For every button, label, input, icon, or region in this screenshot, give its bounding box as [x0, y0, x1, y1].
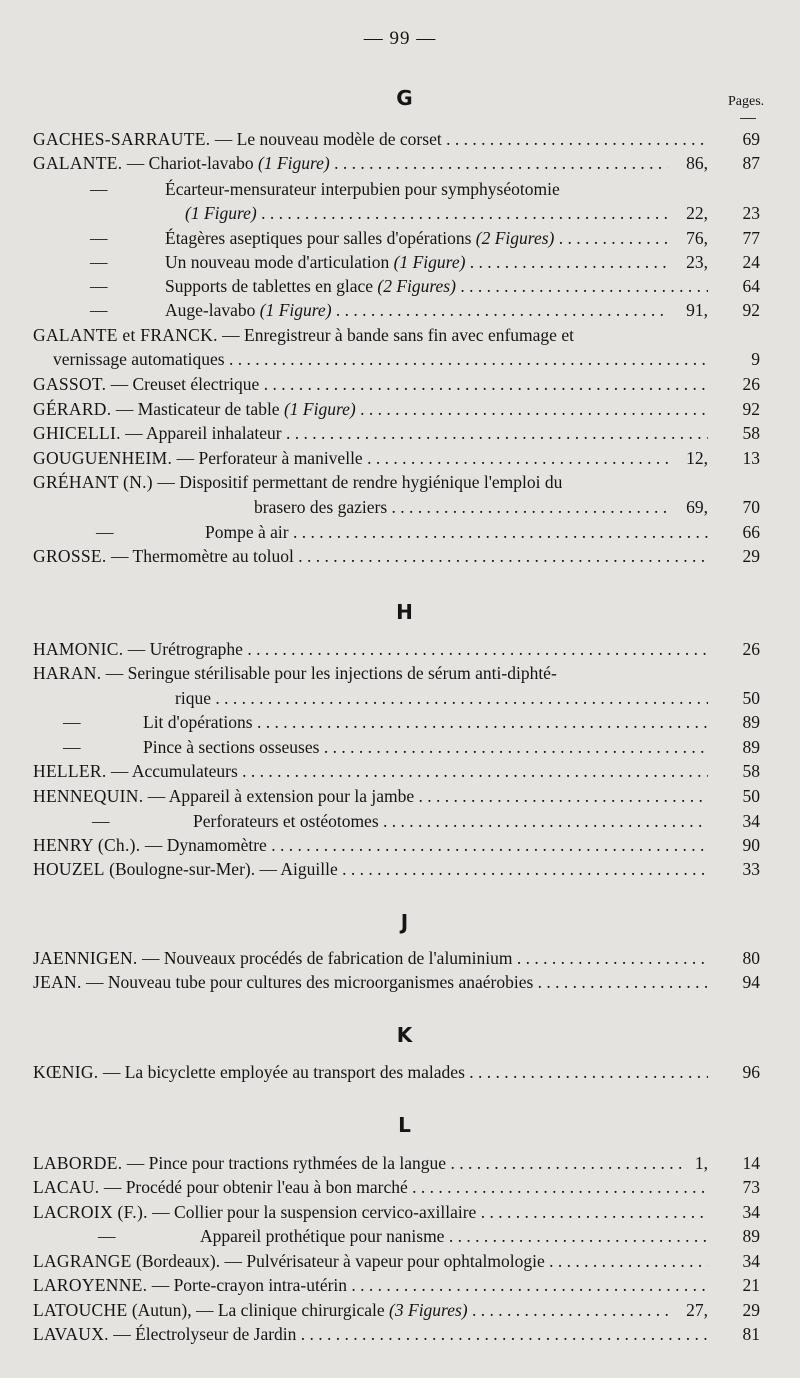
- page-ref: 64: [742, 276, 760, 296]
- index-entry: — Étagères aseptiques pour salles d'opérations (2 Figures) . . . 76, 77: [0, 226, 800, 250]
- index-entry-continuation: rique . . . 50: [0, 686, 800, 710]
- ditto-dash: —: [90, 276, 108, 296]
- ditto-dash: —: [90, 228, 108, 248]
- pages-column-label: Pages.: [728, 94, 765, 109]
- index-entry: HELLER. — Accumulateurs . . . 58: [0, 759, 800, 783]
- index-entry: — Un nouveau mode d'articulation (1 Figure) . . . 23, 24: [0, 250, 800, 274]
- section-letter-h: H: [396, 600, 414, 624]
- index-entry: JEAN. — Nouveau tube pour cultures des microorganismes anaérobies . . . 94: [0, 970, 800, 994]
- index-entry: GALANTE. — Chariot-lavabo (1 Figure) . . . 86, 87: [0, 151, 800, 175]
- index-entry: LATOUCHE (Autun), — La clinique chirurgicale (3 Figures) . . . 27, 29: [0, 1298, 800, 1322]
- page-ref: 66: [742, 522, 760, 542]
- page-ref: 87: [742, 153, 760, 173]
- index-entry: — Appareil prothétique pour nanisme . . . 89: [0, 1224, 800, 1248]
- index-entry: GACHES-SARRAUTE. — Le nouveau modèle de corset . . . 69: [0, 127, 800, 151]
- page-ref: 24: [742, 252, 760, 272]
- section-letter-l: L: [398, 1113, 412, 1137]
- index-entry: GÉRARD. — Masticateur de table (1 Figure) . . . 92: [0, 397, 800, 421]
- ditto-dash: —: [90, 252, 108, 272]
- page-ref: 92: [742, 399, 760, 419]
- ditto-dash: —: [90, 300, 108, 320]
- section-letter-g: G: [396, 86, 414, 110]
- page-ref-first: 76,: [686, 228, 708, 248]
- section-letter-k: K: [396, 1023, 414, 1047]
- section-letter-j: J: [400, 910, 410, 934]
- page-ref: 89: [742, 712, 760, 732]
- index-entry: — Supports de tablettes en glace (2 Figures) . . . 64: [0, 274, 800, 298]
- page-ref-first: 1,: [694, 1153, 708, 1173]
- index-entry: HARAN. — Seringue stérilisable pour les injections de sérum anti-diphté-: [33, 663, 557, 683]
- index-entry: GALANTE et FRANCK. — Enregistreur à bande sans fin avec enfumage et: [33, 325, 574, 345]
- ditto-dash: —: [90, 179, 108, 199]
- index-entry: GHICELLI. — Appareil inhalateur . . . 58: [0, 421, 800, 445]
- index-entry: GOUGUENHEIM. — Perforateur à manivelle . . . 12, 13: [0, 446, 800, 470]
- page-ref: 80: [742, 948, 760, 968]
- index-entry: GASSOT. — Creuset électrique . . . 26: [0, 372, 800, 396]
- page-ref: 69: [742, 129, 760, 149]
- page-ref: 73: [742, 1177, 760, 1197]
- page-ref: 81: [742, 1324, 760, 1344]
- index-entry: LAROYENNE. — Porte-crayon intra-utérin . . . 21: [0, 1273, 800, 1297]
- index-entry: GROSSE. — Thermomètre au toluol . . . 29: [0, 544, 800, 568]
- page-ref: 33: [742, 859, 760, 879]
- page-ref: 90: [742, 835, 760, 855]
- index-entry: LAGRANGE (Bordeaux). — Pulvérisateur à vapeur pour ophtalmologie . . . 34: [0, 1249, 800, 1273]
- page-ref: 94: [742, 972, 760, 992]
- page-ref: 70: [742, 497, 760, 517]
- page-ref: 29: [742, 546, 760, 566]
- index-entry-continuation: (1 Figure) . . . 22, 23: [0, 201, 800, 225]
- page-ref-first: 27,: [686, 1300, 708, 1320]
- page-ref: 34: [742, 1251, 760, 1271]
- index-entry: LACROIX (F.). — Collier pour la suspension cervico-axillaire . . . 34: [0, 1200, 800, 1224]
- page-ref-first: 91,: [686, 300, 708, 320]
- page-ref: 26: [742, 374, 760, 394]
- page-ref-first: 23,: [686, 252, 708, 272]
- page-ref: 89: [742, 1226, 760, 1246]
- page-ref-first: 86,: [686, 153, 708, 173]
- index-entry: HENRY (Ch.). — Dynamomètre . . . 90: [0, 833, 800, 857]
- ditto-dash: —: [92, 811, 110, 831]
- page-ref: 77: [742, 228, 760, 248]
- page-ref: 9: [751, 349, 760, 369]
- index-entry: LAVAUX. — Électrolyseur de Jardin . . . 81: [0, 1322, 800, 1346]
- page-ref-first: 69,: [686, 497, 708, 517]
- pages-rule: [740, 118, 756, 119]
- index-entry: JAENNIGEN. — Nouveaux procédés de fabrication de l'aluminium . . . 80: [0, 946, 800, 970]
- index-entry: — Pompe à air . . . 66: [0, 520, 800, 544]
- page-ref-first: 12,: [686, 448, 708, 468]
- page-ref: 50: [742, 786, 760, 806]
- ditto-dash: —: [63, 712, 81, 732]
- index-entry: — Lit d'opérations . . . 89: [0, 710, 800, 734]
- index-entry: HAMONIC. — Urétrographe . . . 26: [0, 637, 800, 661]
- index-entry: — Perforateurs et ostéotomes . . . 34: [0, 809, 800, 833]
- page-ref: 34: [742, 1202, 760, 1222]
- index-entry: LACAU. — Procédé pour obtenir l'eau à bon marché . . . 73: [0, 1175, 800, 1199]
- index-entry: GRÉHANT (N.) — Dispositif permettant de rendre hygiénique l'emploi du: [33, 472, 563, 492]
- ditto-dash: —: [96, 522, 114, 542]
- index-entry: — Écarteur-mensurateur interpubien pour symphyséotomie: [90, 179, 560, 199]
- index-entry: HOUZEL (Boulogne-sur-Mer). — Aiguille . . . 33: [0, 857, 800, 881]
- ditto-dash: —: [63, 737, 81, 757]
- page-ref: 89: [742, 737, 760, 757]
- page-ref: 58: [742, 423, 760, 443]
- index-entry: HENNEQUIN. — Appareil à extension pour la jambe . . . 50: [0, 784, 800, 808]
- ditto-dash: —: [98, 1226, 116, 1246]
- index-entry: KŒNIG. — La bicyclette employée au transport des malades . . . 96: [0, 1060, 800, 1084]
- page-ref: 13: [742, 448, 760, 468]
- index-entry: LABORDE. — Pince pour tractions rythmées de la langue . . . 1, 14: [0, 1151, 800, 1175]
- page-ref: 23: [742, 203, 760, 223]
- index-entry-continuation: vernissage automatiques . . . 9: [0, 347, 800, 371]
- page-ref: 96: [742, 1062, 760, 1082]
- page-ref: 50: [742, 688, 760, 708]
- page-ref: 58: [742, 761, 760, 781]
- index-entry: — Auge-lavabo (1 Figure) . . . 91, 92: [0, 298, 800, 322]
- page-ref-first: 22,: [686, 203, 708, 223]
- page-number: — 99 —: [363, 28, 437, 49]
- page-ref: 21: [742, 1275, 760, 1295]
- page-ref: 29: [742, 1300, 760, 1320]
- index-entry: — Pince à sections osseuses . . . 89: [0, 735, 800, 759]
- index-entry-continuation: brasero des gaziers . . . 69, 70: [0, 495, 800, 519]
- page-ref: 14: [742, 1153, 760, 1173]
- page-ref: 34: [742, 811, 760, 831]
- page-ref: 92: [742, 300, 760, 320]
- page-ref: 26: [742, 639, 760, 659]
